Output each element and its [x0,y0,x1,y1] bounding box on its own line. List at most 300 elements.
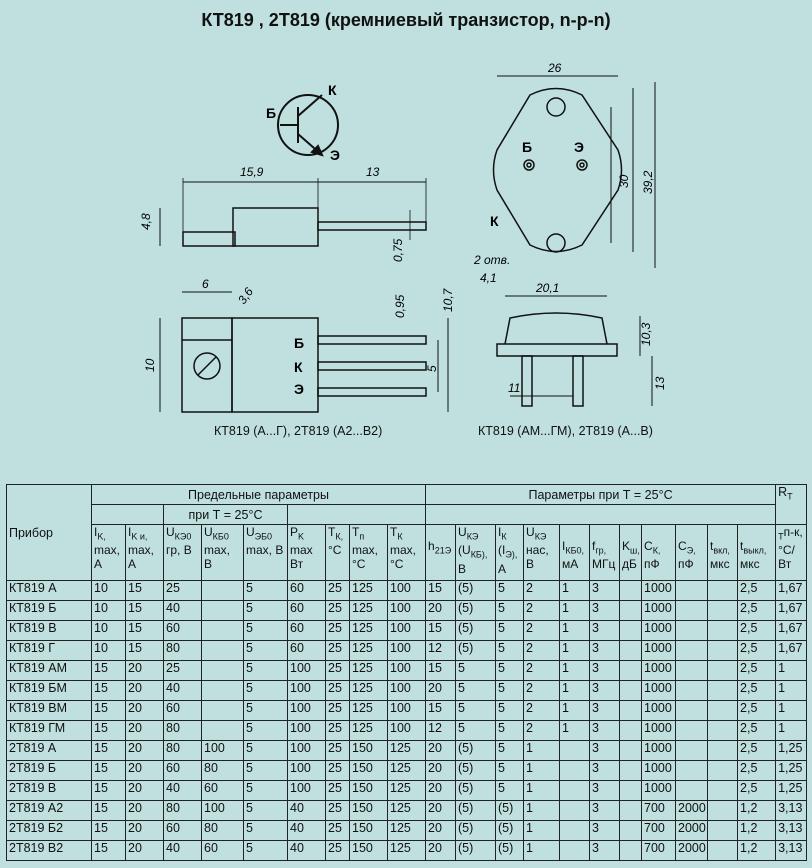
dim-4-8: 4,8 [139,213,153,230]
table-cell: 5 [244,841,288,861]
table-cell: 15 [92,841,126,861]
column-header-ikbo [560,525,590,581]
header-text: (U [458,543,471,558]
header-text: дБ [622,557,637,572]
header-text: I [498,525,502,539]
table-cell: 25 [326,581,350,601]
table-cell: 5 [496,621,524,641]
table-cell: 10 [92,641,126,661]
table-cell [708,701,738,721]
table-cell [708,661,738,681]
table-cell: 1,2 [738,841,776,861]
header-text: max, [352,543,379,558]
table-row [7,681,807,701]
dim-5: 5 [425,365,439,372]
table-cell: 1,67 [776,621,807,641]
header-text: A [94,557,103,572]
table-cell: 1 [776,721,807,741]
table-cell: 60 [164,821,202,841]
table-cell: 5 [456,681,496,701]
table-cell: (5) [456,821,496,841]
table-cell: 25 [326,821,350,841]
header-text: мкс [710,557,730,572]
header-text: п-к, [783,525,803,539]
table-cell: 150 [350,841,388,861]
table-cell: (5) [456,641,496,661]
table-cell: 40 [288,821,326,841]
table-cell [708,741,738,761]
caption-plastic: КТ819 (А...Г), 2Т819 (А2...В2) [214,424,383,438]
table-cell: 5 [496,681,524,701]
table-cell [708,721,738,741]
table-cell: 2 [524,601,560,621]
column-header-tk [326,525,350,581]
table-cell: 1,2 [738,821,776,841]
dim-39-2: 39,2 [641,170,655,194]
header-subscript: T [778,531,784,542]
table-cell: 1 [560,581,590,601]
table-cell [708,841,738,861]
caption-metal: КТ819 (АМ...ГМ), 2Т819 (А...В) [478,424,653,438]
table-cell [676,741,708,761]
table-cell: 15 [126,621,164,641]
column-header-uke [456,525,496,581]
symbol-label-collector: К [328,82,337,98]
table-cell: 20 [426,681,456,701]
table-cell: 60 [288,581,326,601]
header-text: K [622,539,631,553]
table-cell: 5 [244,821,288,841]
parameters-table [6,484,807,861]
table-cell: 20 [126,841,164,861]
table-cell: 2 [524,621,560,641]
table-cell: 700 [642,841,676,861]
table-cell: 25 [326,701,350,721]
table-cell: 1,67 [776,581,807,601]
table-cell: 60 [288,601,326,621]
table-cell: 1000 [642,721,676,741]
table-cell: 20 [126,681,164,701]
symbol-label-base: Б [266,105,277,121]
table-row [7,801,807,821]
header-text: P [290,525,299,539]
table-cell: 1,67 [776,641,807,661]
table-cell [202,621,244,641]
table-cell: 1,25 [776,741,807,761]
header-text: T [390,525,398,539]
table-cell: (5) [456,621,496,641]
dim-0-75: 0,75 [391,238,405,262]
table-cell: 5 [496,741,524,761]
table-cell: 15 [92,661,126,681]
dim-11: 11 [508,381,521,395]
table-cell: 25 [326,781,350,801]
table-cell [676,761,708,781]
table-cell: 1 [524,841,560,861]
dim-6: 6 [202,277,209,291]
table-cell [620,821,642,841]
table-cell: (5) [496,841,524,861]
table-cell: 2000 [676,821,708,841]
table-cell: 12 [426,641,456,661]
table-cell: (5) [456,601,496,621]
table-cell: 20 [426,601,456,621]
table-cell: 5 [244,721,288,741]
table-cell: 20 [426,821,456,841]
table-cell: 1000 [642,701,676,721]
header-subscript: Э, [686,545,696,556]
table-cell: (5) [456,581,496,601]
table-cell: 1000 [642,621,676,641]
table-cell: 5 [496,581,524,601]
table-cell: 2,5 [738,721,776,741]
table-cell [620,621,642,641]
table-cell: 15 [126,581,164,601]
table-cell: 5 [496,641,524,661]
table-cell: 2000 [676,841,708,861]
table-cell: 25 [326,761,350,781]
page-title: КТ819 , 2Т819 (кремниевый транзистор, n-p-n) [201,10,611,30]
header-subscript: 21Э [434,545,452,556]
header-subscript: K [298,531,305,542]
table-cell [708,641,738,661]
table-cell [620,701,642,721]
device-name-cell: КТ819 Б [7,601,92,621]
table-cell: (5) [456,801,496,821]
table-cell: 20 [126,741,164,761]
device-name-cell: КТ819 Г [7,641,92,661]
table-cell: 2 [524,701,560,721]
header-text: °С [390,557,404,572]
table-cell [676,781,708,801]
table-cell: 2,5 [738,781,776,801]
symbol-label-emitter: Э [330,147,340,163]
header-text: °С/ [778,543,795,558]
header-text: °С [352,557,366,572]
table-cell: 3 [590,661,620,681]
header-subscript: вкл, [713,545,730,556]
table-cell: (5) [496,821,524,841]
table-cell: 60 [164,761,202,781]
table-cell: 1000 [642,581,676,601]
table-cell: 100 [288,761,326,781]
table-cell: (5) [456,761,496,781]
table-cell: 100 [288,741,326,761]
table-cell [202,581,244,601]
table-cell: 2 [524,581,560,601]
device-name-cell: КТ819 АМ [7,661,92,681]
table-cell [202,681,244,701]
table-cell: 80 [164,721,202,741]
table-cell [620,581,642,601]
table-cell [560,781,590,801]
table-cell: 3 [590,761,620,781]
table-cell: 100 [288,701,326,721]
table-cell: 60 [164,621,202,641]
table-cell: 3 [590,721,620,741]
table-cell: 10 [92,621,126,641]
device-name-cell: 2Т819 В2 [7,841,92,861]
table-cell: 1000 [642,761,676,781]
table-cell: 1,2 [738,801,776,821]
header-text: max, [94,543,121,558]
table-cell: 5 [244,781,288,801]
table-cell: 5 [244,601,288,621]
table-cell: 3 [590,641,620,661]
table-cell: 1,25 [776,761,807,781]
table-cell [676,641,708,661]
table-cell [620,641,642,661]
table-cell: 10 [92,581,126,601]
table-cell: 40 [164,681,202,701]
table-cell: 5 [496,661,524,681]
table-cell: 12 [426,721,456,741]
table-cell: 3 [590,601,620,621]
table-cell: 5 [244,641,288,661]
header-subscript: КЭ0 [174,531,192,542]
table-cell: 15 [92,701,126,721]
column-header-uebo [244,525,288,581]
table-cell: 3 [590,621,620,641]
table-cell: 2,5 [738,581,776,601]
table-cell [676,701,708,721]
table-cell: 5 [496,761,524,781]
table-cell: 1000 [642,741,676,761]
dim-13-metal: 13 [653,376,667,390]
table-cell [708,621,738,641]
table-cell: 100 [288,781,326,801]
table-cell: 1 [560,621,590,641]
table-cell: 3,13 [776,821,807,841]
header-text: (I [498,543,506,558]
header-text: C [644,539,653,553]
table-cell [560,741,590,761]
table-cell: 5 [496,601,524,621]
table-cell: 125 [388,781,426,801]
table-cell: 2 [524,681,560,701]
header-subscript: K и, [131,531,148,542]
table-cell: 80 [202,761,244,781]
table-cell: 100 [202,801,244,821]
header-text: max, [204,543,231,558]
table-cell: 25 [326,601,350,621]
header-text: U [246,525,255,539]
table-cell: 125 [350,621,388,641]
table-cell: 60 [202,841,244,861]
device-name-cell: КТ819 В [7,621,92,641]
table-cell: 1 [524,821,560,841]
rt-header: $R_T$ [776,485,807,525]
header-text: I [94,525,98,539]
table-cell: 20 [126,761,164,781]
header-text: f [592,539,596,553]
table-cell: 1 [776,681,807,701]
table-cell [708,601,738,621]
header-text: U [166,525,175,539]
table-cell: 1000 [642,601,676,621]
limit-params-header: Предельные параметры [92,485,426,505]
metal-package-top-view [494,76,656,268]
table-cell: 125 [388,761,426,781]
table-cell: 1 [524,741,560,761]
header-text: I [562,539,566,553]
device-name-cell: 2Т819 А [7,741,92,761]
table-cell [620,741,642,761]
table-cell: 100 [388,701,426,721]
table-row [7,701,807,721]
device-name-cell: КТ819 БМ [7,681,92,701]
table-cell: 15 [92,781,126,801]
header-subscript: выкл, [743,545,767,556]
table-cell [676,681,708,701]
table-cell: 20 [426,761,456,781]
table-cell: 1 [560,721,590,741]
table-cell: 20 [426,801,456,821]
table-cell: 100 [388,601,426,621]
table-cell: 1 [560,661,590,681]
column-header-ton [708,525,738,581]
table-cell: 150 [350,821,388,841]
metal-pin-emitter: Э [574,139,584,155]
column-header-tp [350,525,388,581]
table-cell: 2,5 [738,601,776,621]
table-row [7,741,807,761]
table-cell: 100 [288,661,326,681]
dim-30: 30 [617,174,631,188]
device-name-cell: КТ819 А [7,581,92,601]
table-row [7,641,807,661]
table-cell: 1,67 [776,601,807,621]
metal-case-collector: К [490,213,499,229]
pin-label-base: Б [294,335,305,351]
table-cell: 20 [126,721,164,741]
device-name-cell: 2Т819 Б2 [7,821,92,841]
table-cell: 60 [164,701,202,721]
table-cell: 10 [92,601,126,621]
table-cell: 80 [202,821,244,841]
table-cell: 3 [590,701,620,721]
header-text: t [740,539,744,553]
dim-26: 26 [548,61,562,75]
table-cell [676,621,708,641]
header-text: мкс [740,557,760,572]
table-cell: 1,25 [776,781,807,801]
table-cell: (5) [456,741,496,761]
table-cell: 15 [426,621,456,641]
table-cell: 3 [590,681,620,701]
header-text: T [328,525,336,539]
table-cell [560,841,590,861]
dim-0-95: 0,95 [393,294,407,318]
table-cell [708,681,738,701]
header-text: max, [246,543,273,558]
header-text: А [498,561,507,576]
header-text: U [204,525,213,539]
header-text: В [204,557,213,572]
table-cell: 15 [92,801,126,821]
dim-10-7: 10,7 [441,288,455,312]
table-cell: (5) [496,801,524,821]
table-cell: 3 [590,741,620,761]
table-cell: 1 [560,681,590,701]
table-cell [560,801,590,821]
table-cell: 125 [350,641,388,661]
table-cell: 700 [642,821,676,841]
table-cell: 60 [288,621,326,641]
header-text: °С [328,543,342,558]
table-cell [620,761,642,781]
column-header-row [7,525,807,581]
table-cell: 15 [92,821,126,841]
table-cell: 5 [244,801,288,821]
header-text: Вт [290,557,304,572]
table-cell: 3 [590,821,620,841]
table-cell: 125 [388,801,426,821]
table-cell: 100 [202,741,244,761]
header-subscript: п [359,531,365,542]
table-row [7,601,807,621]
table-cell [676,601,708,621]
header-text: Вт [778,557,792,572]
table-cell: 1 [560,641,590,661]
header-text: C [678,539,687,553]
table-cell [676,661,708,681]
column-header-fgr [590,525,620,581]
table-cell: 2,5 [738,701,776,721]
table-cell: 15 [426,701,456,721]
table-cell: 40 [288,841,326,861]
table-cell: 1 [560,601,590,621]
table-cell: 5 [496,781,524,801]
header-subscript: КБ0 [212,531,229,542]
table-cell: 150 [350,801,388,821]
header-text: пФ [644,557,660,572]
header-text: В [275,543,284,558]
table-cell: (5) [456,841,496,861]
header-text: мА [562,557,579,572]
header-subscript: К [501,531,507,542]
header-subscript: ЭБ0 [254,531,273,542]
table-cell: 150 [350,781,388,801]
table-cell: 5 [244,621,288,641]
table-cell: 125 [350,581,388,601]
table-cell: 100 [388,641,426,661]
table-cell [708,761,738,781]
column-header-ukenas [524,525,560,581]
table-cell: 3 [590,581,620,601]
table-row [7,581,807,601]
table-cell: 100 [288,681,326,701]
column-header-ukeo [164,525,202,581]
table-cell [560,821,590,841]
table-cell: (5) [456,781,496,801]
header-text: T [352,525,360,539]
device-name-cell: 2Т819 Б [7,761,92,781]
table-cell: 15 [92,681,126,701]
table-cell: 5 [496,701,524,721]
table-cell: 125 [388,741,426,761]
table-cell [202,641,244,661]
table-body [7,581,807,861]
metal-pin-base: Б [522,139,533,155]
table-cell [620,681,642,701]
header-text: МГц [592,557,616,572]
dim-20-1: 20,1 [536,281,560,295]
table-row [7,841,807,861]
device-name-cell: КТ819 ВМ [7,701,92,721]
table-cell: 125 [350,601,388,621]
table-cell: 20 [126,821,164,841]
